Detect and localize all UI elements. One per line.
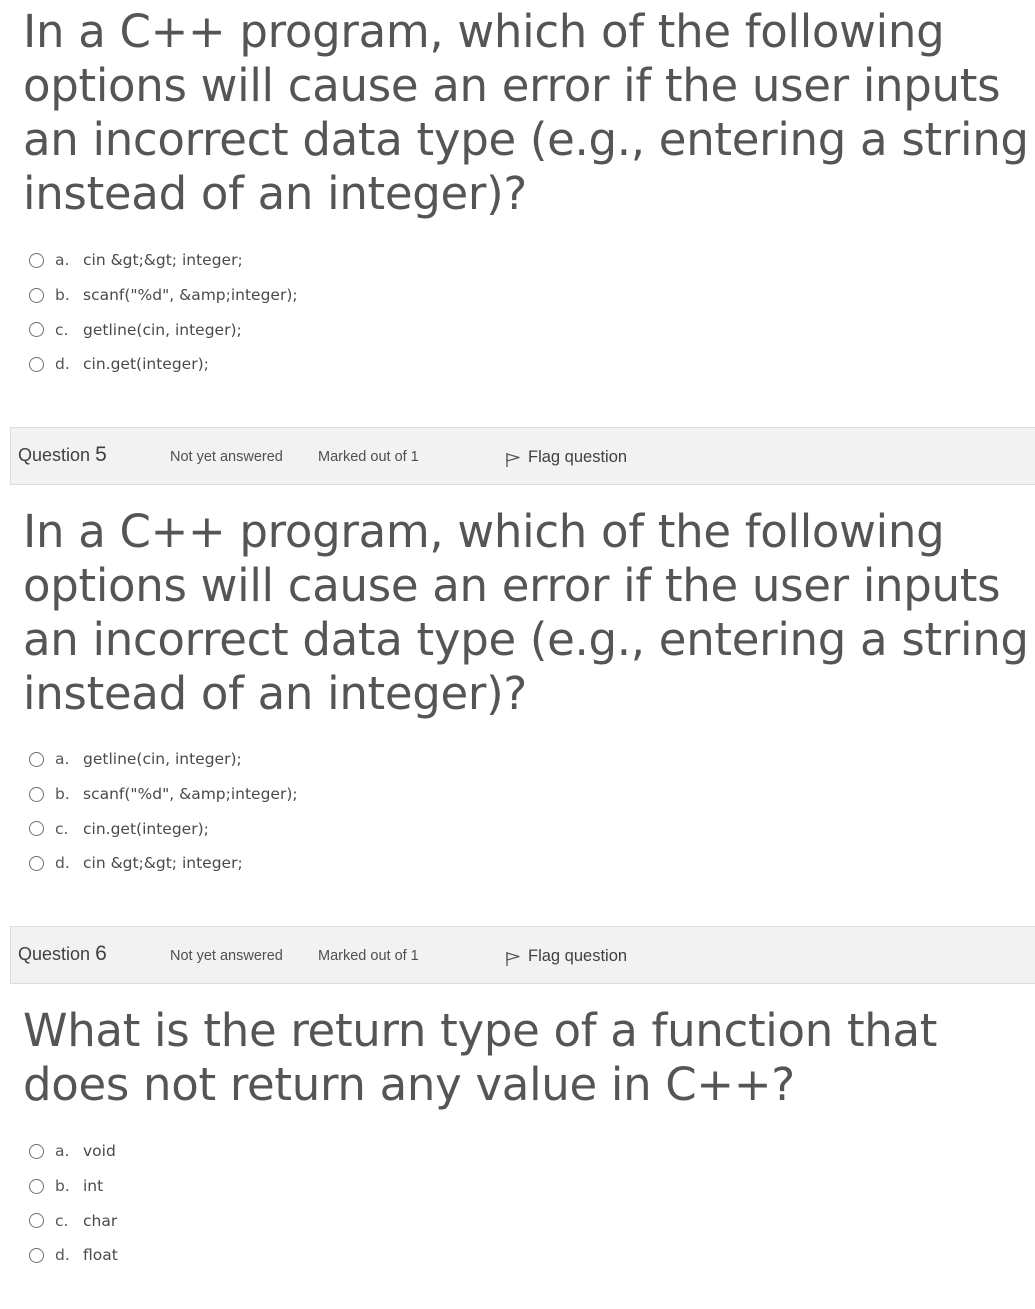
radio-button[interactable]	[29, 288, 44, 303]
answer-letter: c.	[55, 1211, 69, 1230]
answer-option-a[interactable]	[29, 243, 298, 278]
answer-list	[29, 243, 298, 382]
answer-text[interactable]: cin &gt;&gt; integer;	[83, 251, 243, 270]
answer-text[interactable]: getline(cin, integer);	[83, 320, 242, 339]
flag-question-button[interactable]	[505, 446, 627, 468]
radio-button[interactable]	[29, 1213, 44, 1228]
radio-button[interactable]	[29, 787, 44, 802]
answer-letter: b.	[55, 785, 70, 804]
answer-option-b[interactable]	[29, 1169, 118, 1204]
answer-text[interactable]: cin &gt;&gt; integer;	[83, 854, 243, 873]
answer-text[interactable]: void	[83, 1142, 116, 1161]
question-number-value: 5	[95, 443, 107, 466]
question-label: Question	[18, 445, 91, 465]
flag-icon	[505, 452, 521, 468]
answer-text[interactable]: scanf("%d", &amp;integer);	[83, 785, 298, 804]
answer-text[interactable]: char	[83, 1211, 118, 1230]
question-6-info-bar	[10, 926, 1035, 984]
question-text: In a C++ program, which of the following options will cause an error if the user inputs an incorrect data type (e.g., entering a string instead of an integer)?	[23, 5, 1029, 220]
answer-letter: a.	[55, 750, 70, 769]
flag-question-label[interactable]: Flag question	[528, 447, 628, 466]
flag-question-button[interactable]	[505, 945, 627, 967]
answer-option-d[interactable]	[29, 347, 298, 382]
answer-text[interactable]: int	[83, 1177, 104, 1196]
answer-list	[29, 1134, 118, 1273]
question-label: Question	[18, 944, 91, 964]
radio-button[interactable]	[29, 357, 44, 372]
flag-question-label[interactable]: Flag question	[528, 946, 628, 965]
answer-option-b[interactable]	[29, 278, 298, 313]
answer-letter: b.	[55, 1177, 70, 1196]
answer-letter: c.	[55, 819, 69, 838]
answer-option-b[interactable]	[29, 777, 298, 812]
answer-letter: d.	[55, 854, 70, 873]
question-state: Not yet answered	[170, 449, 283, 465]
question-text: What is the return type of a function that does not return any value in C++?	[23, 1004, 938, 1111]
radio-button[interactable]	[29, 752, 44, 767]
radio-button[interactable]	[29, 322, 44, 337]
radio-button[interactable]	[29, 856, 44, 871]
radio-button[interactable]	[29, 821, 44, 836]
answer-list	[29, 742, 298, 881]
answer-text[interactable]: cin.get(integer);	[83, 355, 209, 374]
question-text: In a C++ program, which of the following options will cause an error if the user inputs an incorrect data type (e.g., entering a string instead of an integer)?	[23, 505, 1029, 720]
answer-option-a[interactable]	[29, 1134, 118, 1169]
answer-letter: a.	[55, 1142, 70, 1161]
answer-letter: d.	[55, 1246, 70, 1265]
answer-option-c[interactable]	[29, 312, 298, 347]
radio-button[interactable]	[29, 1248, 44, 1263]
question-number-value: 6	[95, 942, 107, 965]
answer-text[interactable]: cin.get(integer);	[83, 819, 209, 838]
answer-letter: a.	[55, 251, 70, 270]
answer-letter: b.	[55, 286, 70, 305]
answer-text[interactable]: getline(cin, integer);	[83, 750, 242, 769]
question-grade: Marked out of 1	[318, 948, 419, 964]
answer-text[interactable]: scanf("%d", &amp;integer);	[83, 286, 298, 305]
question-state: Not yet answered	[170, 948, 283, 964]
radio-button[interactable]	[29, 1144, 44, 1159]
radio-button[interactable]	[29, 1179, 44, 1194]
answer-option-c[interactable]	[29, 1203, 118, 1238]
question-grade: Marked out of 1	[318, 449, 419, 465]
question-number	[18, 443, 107, 467]
answer-letter: d.	[55, 355, 70, 374]
flag-icon	[505, 951, 521, 967]
answer-option-a[interactable]	[29, 742, 298, 777]
radio-button[interactable]	[29, 253, 44, 268]
answer-option-c[interactable]	[29, 811, 298, 846]
answer-option-d[interactable]	[29, 1238, 118, 1273]
answer-text[interactable]: float	[83, 1246, 118, 1265]
answer-letter: c.	[55, 320, 69, 339]
answer-option-d[interactable]	[29, 846, 298, 881]
question-number	[18, 942, 107, 966]
question-5-info-bar	[10, 427, 1035, 485]
